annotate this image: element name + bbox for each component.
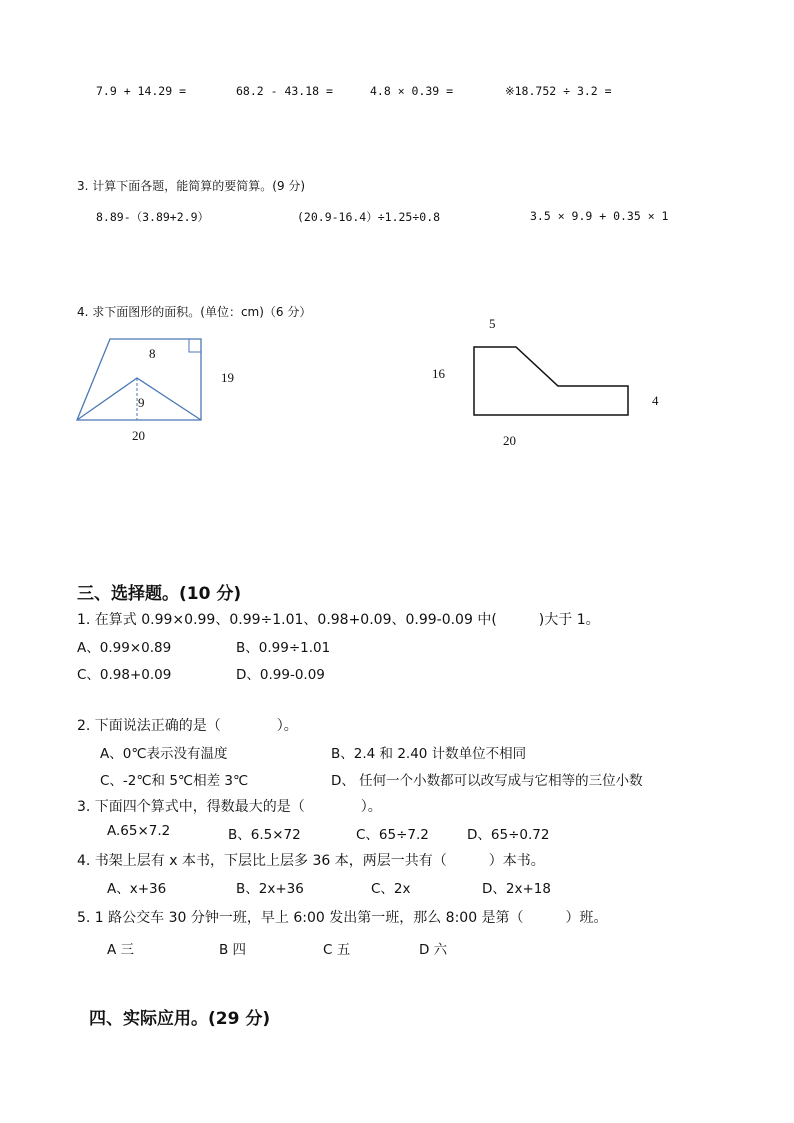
composite-figure <box>474 347 628 415</box>
fig1-top-label: 8 <box>149 346 156 361</box>
part3-heading: 三、选择题。(10 分) <box>77 584 242 604</box>
fig2-bottom-label: 20 <box>503 433 516 448</box>
section3-title: 3. 计算下面各题，能简算的要简算。(9 分) <box>77 179 306 193</box>
q1-option-a: A、0.99×0.89 <box>77 640 172 656</box>
fig1-base-label: 20 <box>132 428 145 443</box>
fig1-side-label: 19 <box>221 370 234 385</box>
q1-option-b: B、0.99÷1.01 <box>236 640 331 656</box>
q1-text: 1. 在算式 0.99×0.99、0.99÷1.01、0.98+0.09、0.99-0.09 中( )大于 1。 <box>77 612 600 628</box>
q5-option-b: B 四 <box>219 942 247 958</box>
q3-text: 3. 下面四个算式中，得数最大的是（ ）。 <box>77 799 382 815</box>
q1-option-d: D、0.99-0.09 <box>236 667 325 683</box>
calc-item-4: ※18.752 ÷ 3.2 = <box>505 84 612 98</box>
fig2-right-label: 4 <box>652 393 659 408</box>
q3-option-a: A.65×7.2 <box>107 823 171 839</box>
q1-option-c: C、0.98+0.09 <box>77 667 172 683</box>
calc-item-2: 68.2 - 43.18 = <box>236 84 333 98</box>
fig2-top-label: 5 <box>489 316 496 331</box>
fig2-left-label: 16 <box>432 366 445 381</box>
q5-option-c: C 五 <box>323 942 351 958</box>
q3-option-b: B、6.5×72 <box>228 827 301 843</box>
q5-option-a: A 三 <box>107 942 135 958</box>
section4-title: 4. 求下面图形的面积。(单位：cm)（6 分） <box>77 305 312 319</box>
calc-item-1: 7.9 + 14.29 = <box>96 84 187 98</box>
q4-option-b: B、2x+36 <box>236 881 304 897</box>
fig1-height-label: 9 <box>138 395 145 410</box>
section3-item-2: (20.9-16.4）÷1.25÷0.8 <box>297 210 441 224</box>
q2-option-b: B、2.4 和 2.40 计数单位不相同 <box>331 746 527 762</box>
q5-option-d: D 六 <box>419 942 448 958</box>
q2-text: 2. 下面说法正确的是（ ）。 <box>77 718 298 734</box>
q3-option-c: C、65÷7.2 <box>356 827 429 843</box>
q4-text: 4. 书架上层有 x 本书，下层比上层多 36 本，两层一共有（ ）本书。 <box>77 853 545 869</box>
section3-item-3: 3.5 × 9.9 + 0.35 × 1 <box>530 209 669 223</box>
q2-option-a: A、0℃表示没有温度 <box>100 746 228 762</box>
q4-option-a: A、x+36 <box>107 881 167 897</box>
part4-heading: 四、实际应用。(29 分) <box>89 1009 271 1029</box>
calc-item-3: 4.8 × 0.39 = <box>370 84 454 98</box>
q4-option-c: C、2x <box>371 881 411 897</box>
q4-option-d: D、2x+18 <box>482 881 551 897</box>
section3-item-1: 8.89-（3.89+2.9） <box>96 210 210 224</box>
q2-option-d: D、 任何一个小数都可以改写成与它相等的三位小数 <box>331 773 643 789</box>
q3-option-d: D、65÷0.72 <box>467 827 550 843</box>
q5-text: 5. 1 路公交车 30 分钟一班，早上 6:00 发出第一班，那么 8:00 是第（ ）班。 <box>77 910 608 926</box>
q2-option-c: C、-2℃和 5℃相差 3℃ <box>100 773 249 789</box>
